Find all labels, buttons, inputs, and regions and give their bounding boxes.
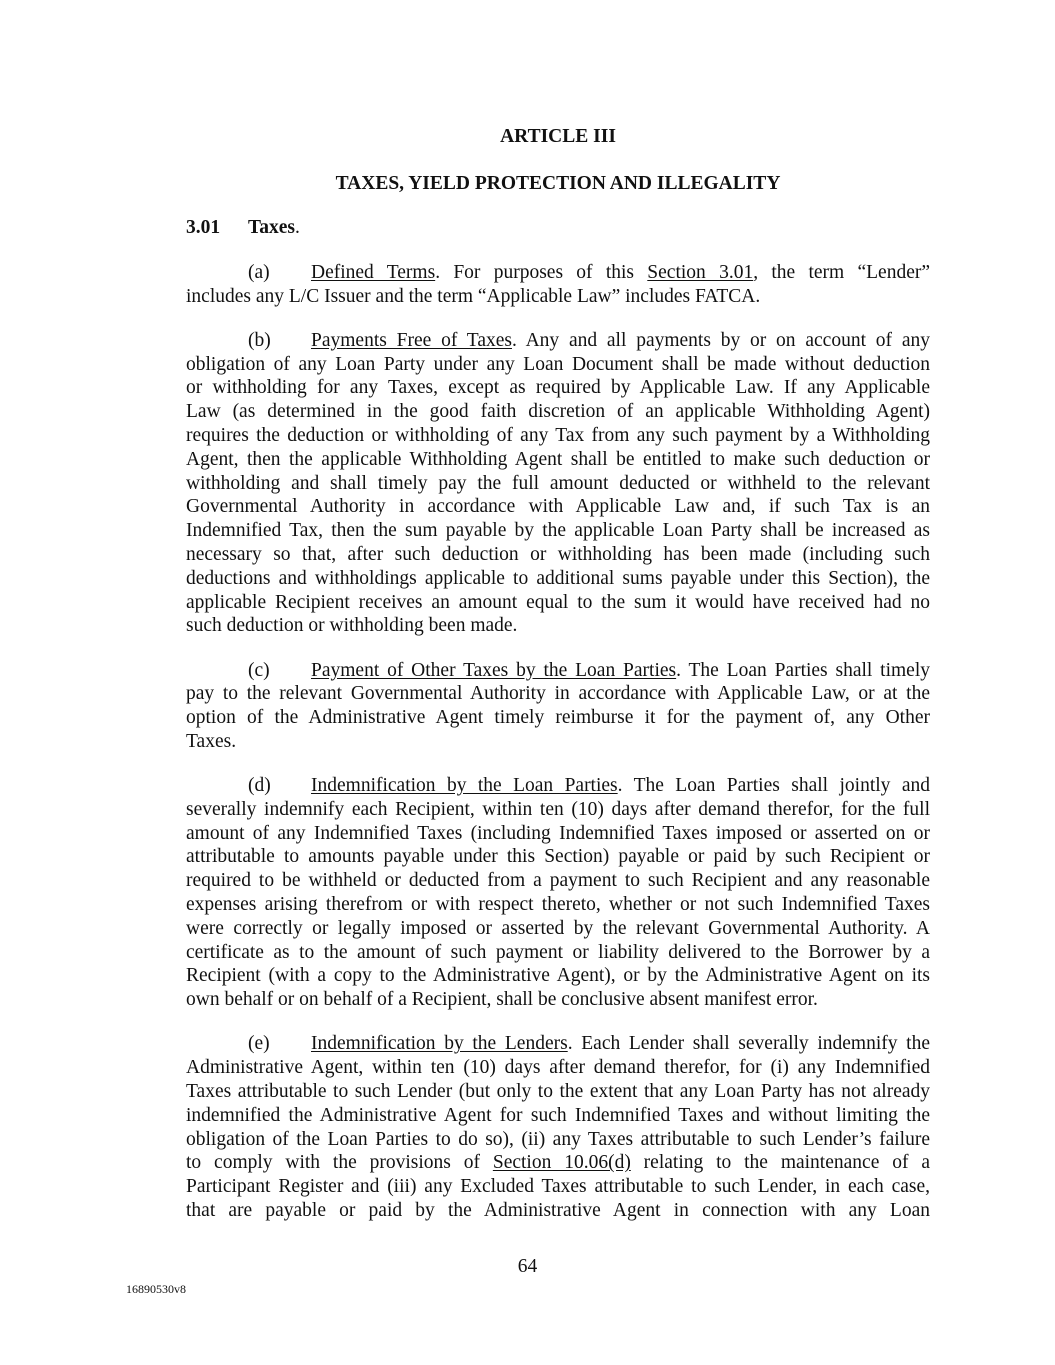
text-line [186, 941, 930, 965]
text-line [186, 376, 930, 400]
text: Participant Register and (iii) any Excluded Taxes attributable to such Lender, in each case, [186, 1176, 930, 1198]
text: that are payable or paid by the Administrative Agent in connection with any Loan [186, 1200, 930, 1222]
article-title: TAXES, YIELD PROTECTION AND ILLEGALITY [335, 172, 781, 194]
text: obligation of the Loan Parties to do so), (ii) any Taxes attributable to such Lender’s failure [186, 1128, 930, 1150]
article-heading: ARTICLE III [500, 126, 616, 147]
text: withholding and shall timely pay the full amount deducted or withheld to the relevant [186, 472, 930, 494]
paragraph-heading: Payments Free of Taxes [311, 329, 512, 351]
text: attributable to amounts payable under this Section) payable or paid by such Recipient or [186, 846, 930, 868]
text-line [186, 730, 930, 754]
paragraph-heading: Payment of Other Taxes by the Loan Parties [311, 659, 677, 681]
text: such deduction or withholding been made. [186, 615, 518, 637]
text-line [186, 682, 930, 706]
text-line [186, 845, 930, 869]
text-line [186, 353, 930, 377]
text: obligation of any Loan Party under any Loan Document shall be made without deduction [186, 353, 930, 375]
text: own behalf or on behalf of a Recipient, shall be conclusive absent manifest error. [186, 989, 818, 1011]
text: indemnified the Administrative Agent for such Indemnified Taxes and without limiting the [186, 1104, 930, 1126]
paragraph-heading: Indemnification by the Loan Parties [311, 775, 618, 797]
document-id: 16890530v8 [126, 1282, 186, 1296]
paragraph-label: (c) [248, 659, 270, 681]
text: Taxes attributable to such Lender (but only to the extent that any Loan Party has not already [186, 1081, 930, 1103]
text-line [186, 659, 930, 683]
text-line [186, 822, 930, 846]
section-body [186, 261, 930, 1223]
text-line [186, 798, 930, 822]
text-line [186, 285, 930, 309]
paragraph-label: (d) [248, 775, 271, 797]
text-line [186, 614, 930, 638]
text: Administrative Agent, within ten (10) days after demand therefor, for (i) any Indemnified [186, 1057, 930, 1079]
text-line [186, 1151, 930, 1175]
text: or withholding for any Taxes, except as required by Applicable Law. If any Applicable [186, 377, 930, 399]
text: were correctly or legally imposed or asserted by the relevant Governmental Authority. A [186, 917, 930, 939]
text-line [186, 774, 930, 798]
text: Law (as determined in the good faith discretion of an applicable Withholding Agent) [186, 401, 930, 423]
page-number: 64 [517, 1256, 538, 1277]
text: requires the deduction or withholding of any Tax from any such payment by a Withholding [186, 424, 930, 446]
text: Taxes. [186, 730, 237, 752]
paragraph-heading: Defined Terms [311, 261, 436, 283]
text-line [186, 964, 930, 988]
text-line [186, 543, 930, 567]
paragraph-c [186, 659, 930, 754]
text-line [186, 988, 930, 1012]
text: necessary so that, after such deduction or withholding has been made (including such [186, 543, 930, 565]
text-line [186, 706, 930, 730]
paragraph-label: (e) [248, 1033, 270, 1055]
text-line [186, 519, 930, 543]
text: . The Loan Parties shall jointly and [617, 775, 930, 797]
text-line [186, 1104, 930, 1128]
text-line [186, 917, 930, 941]
text: . Each Lender shall severally indemnify the [567, 1033, 930, 1055]
text: includes any L/C Issuer and the term “Applicable Law” includes FATCA. [186, 285, 761, 307]
text: , the term “Lender” [753, 261, 930, 283]
section-period: . [294, 216, 300, 238]
section-title: Taxes [248, 216, 295, 238]
text: certificate as to the amount of such payment or liability delivered to the Borrower by a [186, 941, 930, 963]
text-line [186, 261, 930, 285]
paragraph-b [186, 329, 930, 638]
paragraph-a [186, 261, 930, 309]
text: . For purposes of this [435, 261, 648, 283]
paragraph-label: (b) [248, 329, 271, 351]
text: Governmental Authority in accordance with Applicable Law and, if such Tax is an [186, 496, 930, 518]
text-line [186, 869, 930, 893]
text: required to be withheld or deducted from a payment to such Recipient and any reasonable [186, 870, 930, 892]
text: Indemnified Tax, then the sum payable by the applicable Loan Party shall be increased as [186, 520, 930, 542]
paragraph-e [186, 1032, 930, 1222]
section-heading [186, 216, 930, 240]
text-line [186, 1175, 930, 1199]
text-line [186, 472, 930, 496]
text: . Any and all payments by or on account of any [511, 329, 930, 351]
text: deductions and withholdings applicable to additional sums payable under this Section), the [186, 567, 930, 589]
text: severally indemnify each Recipient, within ten (10) days after demand therefor, for the full [186, 798, 930, 820]
text-line [186, 329, 930, 353]
text-line [186, 1128, 930, 1152]
text-line [186, 400, 930, 424]
text-line [186, 1056, 930, 1080]
text-line [186, 893, 930, 917]
text-line [186, 495, 930, 519]
document-page [186, 125, 930, 1243]
section-reference: Section 10.06(d) [492, 1152, 631, 1174]
text: . The Loan Parties shall timely [676, 659, 930, 681]
text-line [186, 448, 930, 472]
text-line [186, 1199, 930, 1223]
text: Agent, then the applicable Withholding Agent shall be entitled to make such deduction or [186, 448, 930, 470]
text: amount of any Indemnified Taxes (including Indemnified Taxes imposed or asserted on or [186, 822, 930, 844]
text-line [186, 424, 930, 448]
text: to comply with the provisions of [186, 1152, 493, 1174]
paragraph-heading: Indemnification by the Lenders [311, 1033, 568, 1055]
section-reference: Section 3.01 [647, 261, 754, 283]
section-number: 3.01 [186, 216, 221, 238]
text: relating to the maintenance of a [630, 1152, 930, 1174]
text: pay to the relevant Governmental Authority in accordance with Applicable Law, or at the [186, 683, 930, 705]
text-line [186, 591, 930, 615]
text: applicable Recipient receives an amount equal to the sum it would have received had no [186, 591, 930, 613]
text-line [186, 567, 930, 591]
text: expenses arising therefrom or with respect thereto, whether or not such Indemnified Taxes [186, 894, 930, 916]
text: option of the Administrative Agent timely reimburse it for the payment of, any Other [186, 707, 930, 729]
paragraph-label: (a) [248, 261, 270, 283]
text: Recipient (with a copy to the Administrative Agent), or by the Administrative Agent on its [186, 965, 930, 987]
text-line [186, 1080, 930, 1104]
paragraph-d [186, 774, 930, 1012]
text-line [186, 1032, 930, 1056]
